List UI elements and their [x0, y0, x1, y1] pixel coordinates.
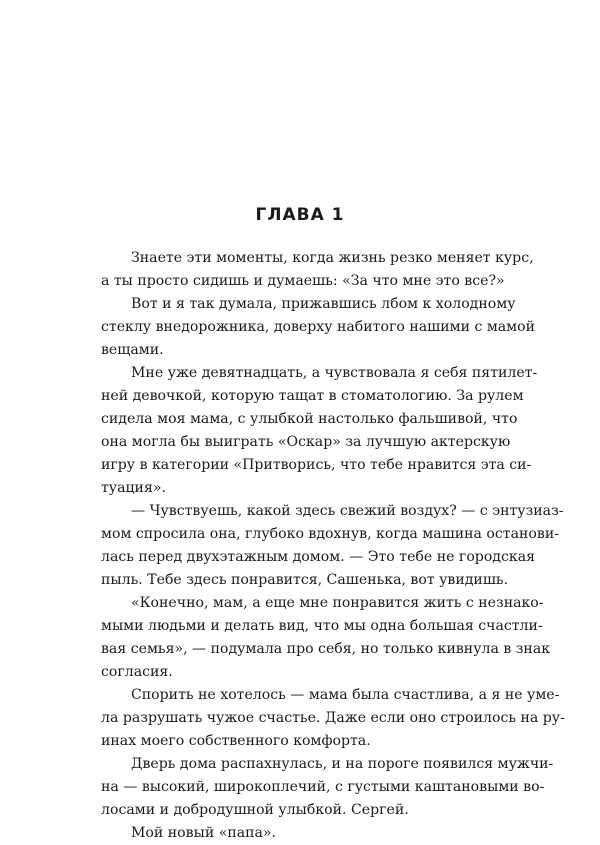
text-line: Мне уже девятнадцать, а чувствовала я себя пятилет-	[131, 365, 538, 381]
text-line: сидела моя мама, с улыбкой настолько фальшивой, что	[101, 411, 518, 427]
text-line: ла разрушать чужое счастье. Даже если оно строилось на ру-	[101, 710, 565, 726]
text-line: Спорить не хотелось — мама была счастлива, а я не уме-	[131, 687, 560, 703]
text-line: вая семья», — подумала про себя, но только кивнула в знак	[101, 641, 551, 657]
text-line: мыми людьми и делать вид, что мы одна большая счастли-	[101, 618, 543, 634]
text-line: «Конечно, мам, а еще мне понравится жить с незнако-	[131, 595, 544, 611]
text-line: согласия.	[101, 664, 173, 680]
text-line: туация».	[101, 480, 166, 496]
paragraph	[101, 753, 554, 822]
text-line: вещами.	[101, 342, 164, 358]
text-line: Вот и я так думала, прижавшись лбом к холодному	[131, 296, 516, 312]
paragraph	[101, 822, 473, 845]
paragraph	[101, 293, 536, 362]
paragraph	[101, 500, 564, 592]
text-line: ней девочкой, которую тащат в стоматологию. За рулем	[101, 388, 524, 404]
text-line: игру в категории «Притворись, что тебе нравится эта си-	[101, 457, 532, 473]
paragraph	[101, 247, 534, 293]
text-line: она могла бы выиграть «Оскар» за лучшую актерскую	[101, 434, 511, 450]
text-line: на — высокий, широкоплечий, с густыми каштановыми во-	[101, 779, 545, 795]
text-line: инах моего собственного комфорта.	[101, 733, 371, 749]
text-line: мом спросила она, глубоко вдохнув, когда машина останови-	[101, 526, 559, 542]
text-line: лосами и добродушной улыбкой. Сергей.	[101, 802, 409, 818]
paragraph	[101, 592, 551, 684]
text-line: Дверь дома распахнулась, и на пороге появился мужчи-	[131, 756, 554, 772]
text-line: а ты просто сидишь и думаешь: «За что мне это все?»	[101, 273, 505, 289]
chapter-title: ГЛАВА 1	[255, 205, 345, 225]
paragraph	[101, 362, 538, 500]
text-line: пыль. Тебе здесь понравится, Сашенька, вот увидишь.	[101, 572, 509, 588]
text-line: стеклу внедорожника, доверху набитого нашими с мамой	[101, 319, 536, 335]
chapter-text	[101, 247, 565, 845]
text-line: Мой новый «папа».	[131, 825, 277, 841]
text-line: Знаете эти моменты, когда жизнь резко меняет курс,	[131, 250, 534, 266]
text-line: — Чувствуешь, какой здесь свежий воздух? — с энтузиаз-	[131, 503, 564, 519]
paragraph	[101, 684, 565, 753]
text-line: лась перед двухэтажным домом. — Это тебе не городская	[101, 549, 535, 565]
